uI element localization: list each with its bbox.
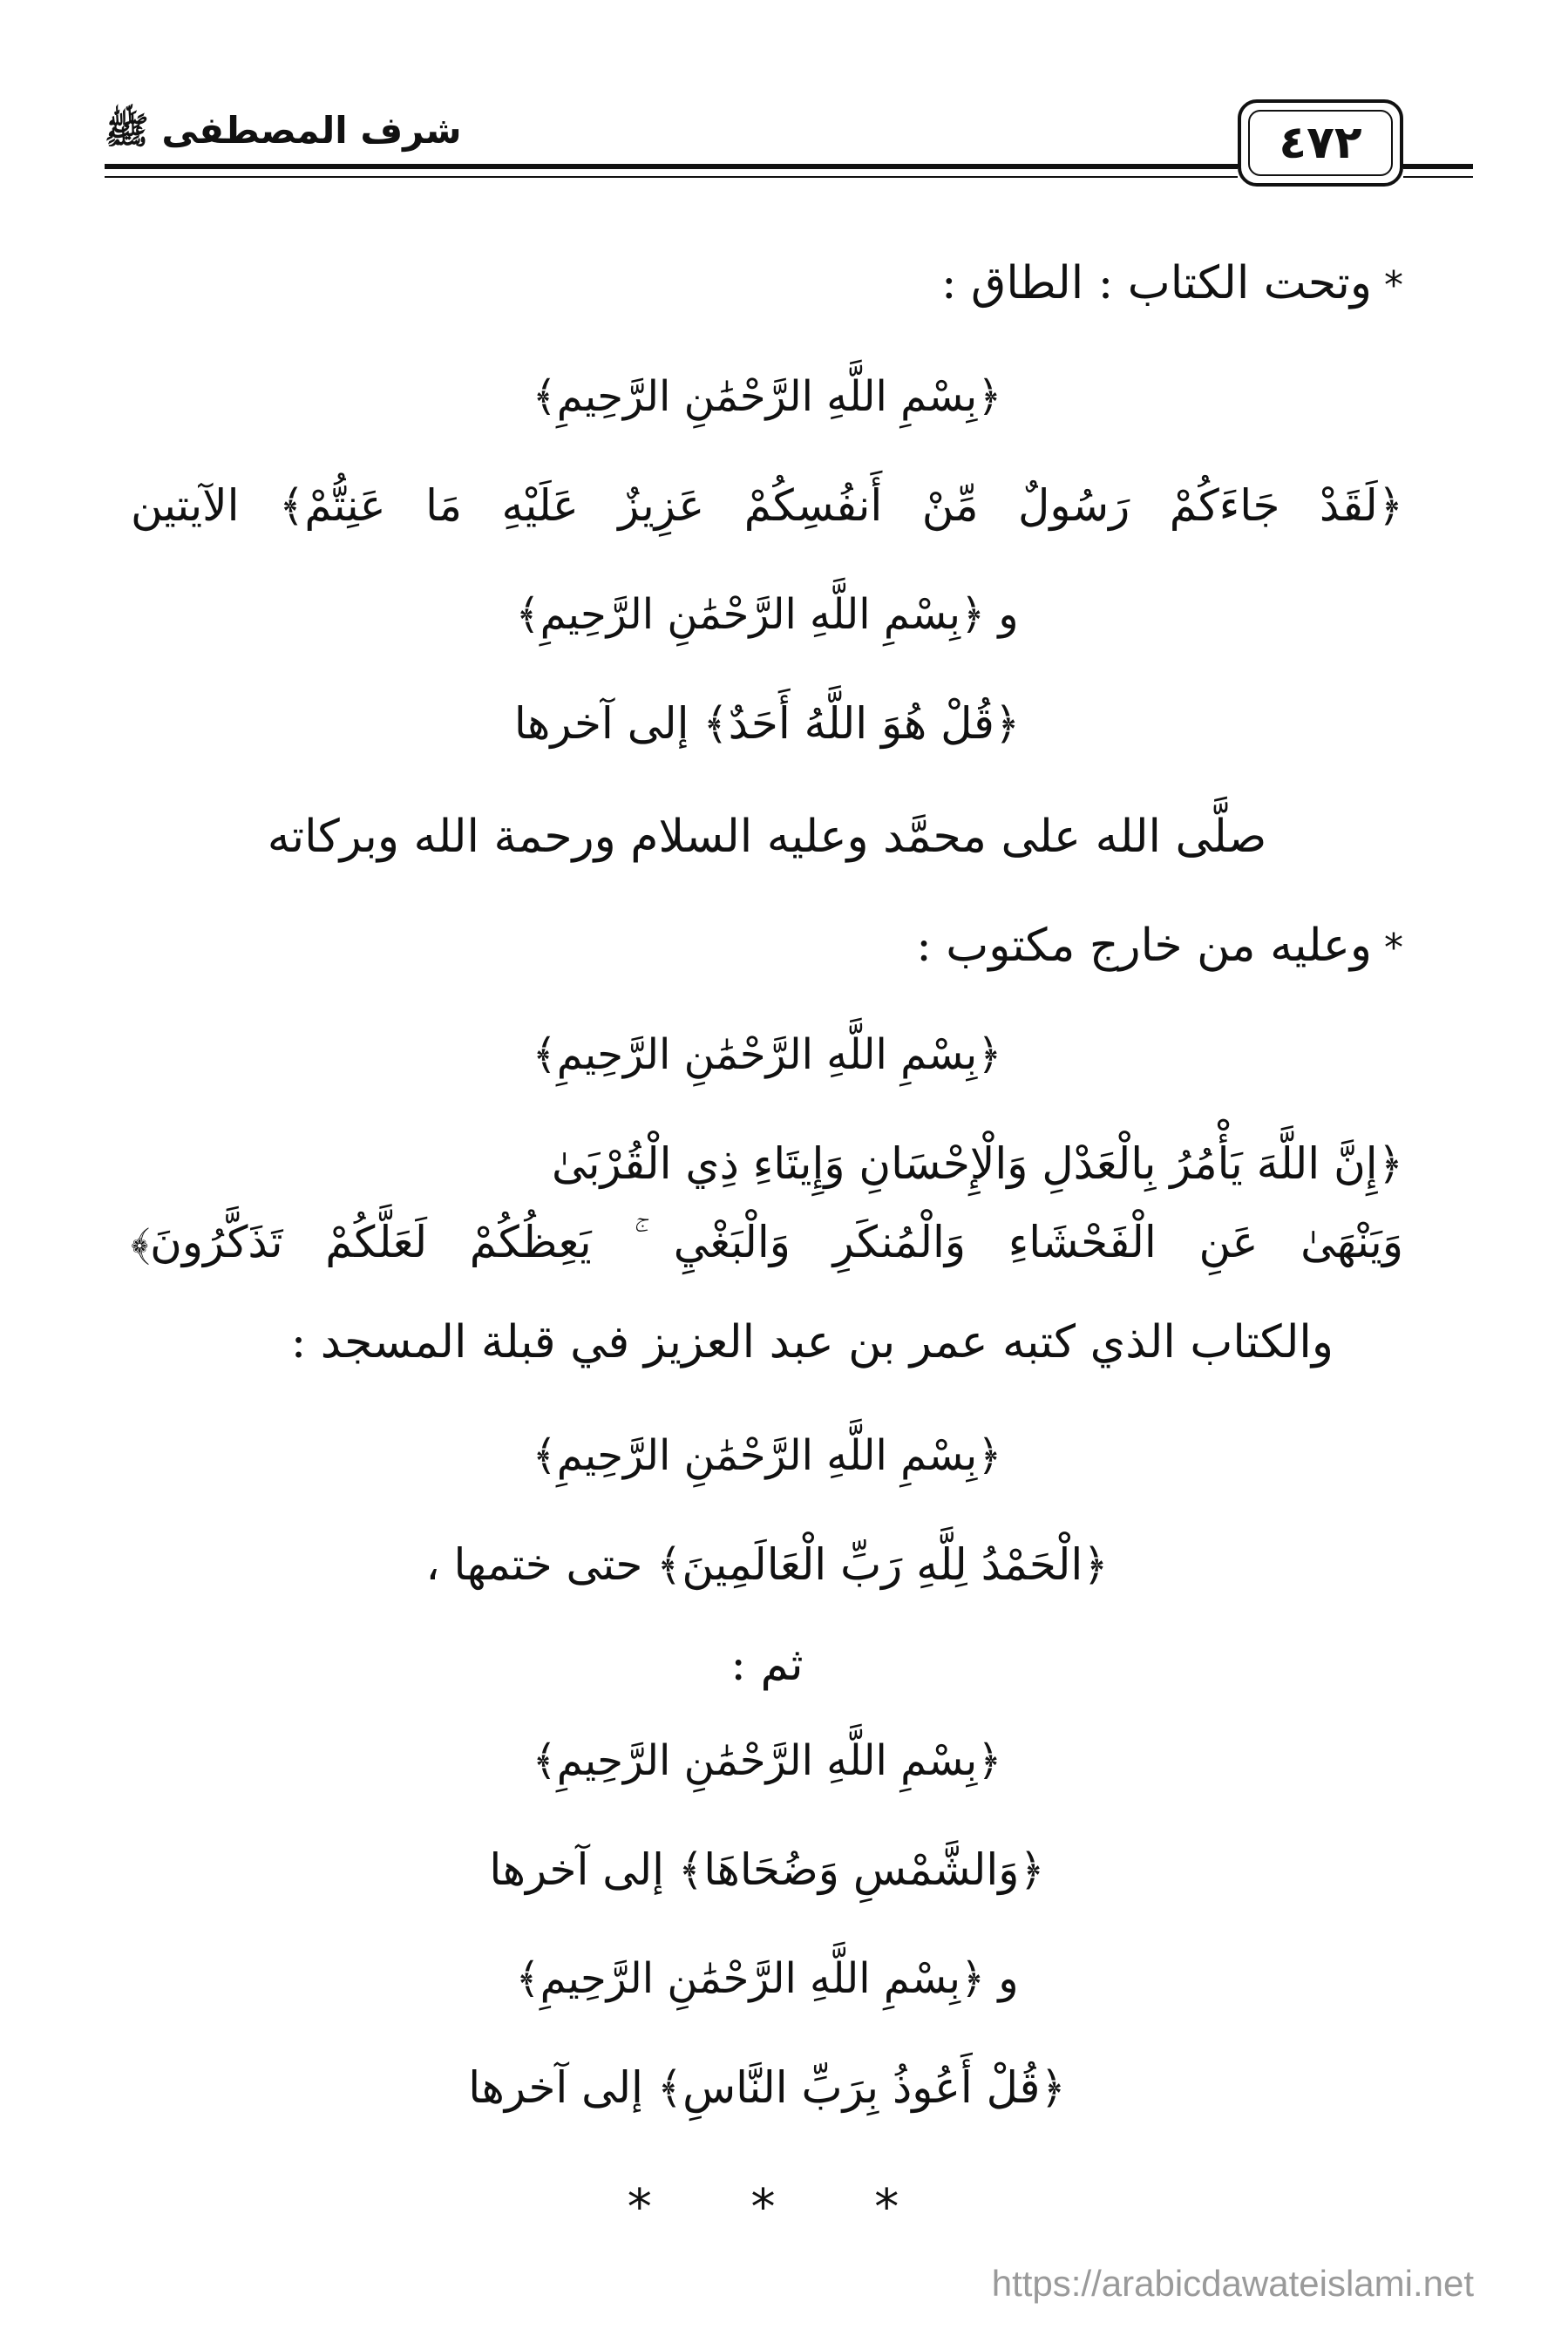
- basmala-line: ﴿بِسْمِ اللَّهِ الرَّحْمَٰنِ الرَّحِيمِ﴾: [532, 1030, 1002, 1079]
- header-rule-thick: [105, 164, 1238, 169]
- header-rule-thin: [105, 176, 1238, 178]
- page-number: ٤٧٢: [1279, 117, 1362, 169]
- then-label: ثم :: [730, 1639, 804, 1691]
- quran-verse-line: ﴿الْحَمْدُ لِلَّهِ رَبِّ الْعَالَمِينَ﴾ حتى ختمها ،: [425, 1539, 1109, 1590]
- section-end-stars: * * *: [627, 2179, 941, 2236]
- section-heading-taq: [131, 253, 1403, 316]
- section-heading-outside: [131, 915, 1403, 979]
- basmala-line: ﴿بِسْمِ اللَّهِ الرَّحْمَٰنِ الرَّحِيمِ﴾: [532, 372, 1002, 421]
- basmala-line: و ﴿بِسْمِ اللَّهِ الرَّحْمَٰنِ الرَّحِيمِ﴾: [515, 1954, 1019, 2003]
- quran-verse-line: ﴿قُلْ هُوَ اللَّهُ أَحَدٌ﴾ إلى آخرها: [513, 698, 1021, 749]
- quran-verse-line: ﴿إِنَّ اللَّهَ يَأْمُرُ بِالْعَدْلِ وَالْإِحْسَانِ وَإِيتَاءِ ذِي الْقُرْبَىٰ: [551, 1138, 1403, 1189]
- section-heading-qibla: والكتاب الذي كتبه عمر بن عبد العزيز في قبلة المسجد :: [290, 1316, 1334, 1368]
- asterisk-icon: *: [1384, 926, 1403, 970]
- basmala-line: ﴿بِسْمِ اللَّهِ الرَّحْمَٰنِ الرَّحِيمِ﴾: [532, 1736, 1002, 1785]
- page-header: [105, 96, 1464, 192]
- watermark-url: https://arabicdawateislami.net: [991, 2263, 1474, 2304]
- quran-verse-line: وَيَنْهَىٰ عَنِ الْفَحْشَاءِ وَالْمُنكَرِ وَالْبَغْيِ ۚ يَعِظُكُمْ لَعَلَّكُمْ تَذَكَّرُونَ﴾: [131, 1217, 1403, 1267]
- header-rule-right-thick: [1403, 164, 1473, 169]
- quran-verse-line: ﴿وَالشَّمْسِ وَضُحَاهَا﴾ إلى آخرها: [489, 1844, 1045, 1895]
- salutation-line: صلَّى الله على محمَّد وعليه السلام ورحمة الله وبركاته: [267, 811, 1267, 863]
- section-heading-text: وتحت الكتاب : الطاق :: [941, 257, 1372, 309]
- quran-verse-line: ﴿لَقَدْ جَاءَكُمْ رَسُولٌ مِّنْ أَنفُسِكُمْ عَزِيزٌ عَلَيْهِ مَا عَنِتُّمْ﴾ الآيتين: [131, 480, 1403, 531]
- quran-verse-line: ﴿قُلْ أَعُوذُ بِرَبِّ النَّاسِ﴾ إلى آخرها: [468, 2062, 1066, 2113]
- section-heading-text: وعليه من خارج مكتوب :: [916, 920, 1372, 972]
- basmala-line: و ﴿بِسْمِ اللَّهِ الرَّحْمَٰنِ الرَّحِيمِ﴾: [515, 590, 1019, 639]
- asterisk-icon: *: [1384, 263, 1403, 308]
- book-title: شرف المصطفى ﷺ: [105, 109, 462, 152]
- basmala-line: ﴿بِسْمِ اللَّهِ الرَّحْمَٰنِ الرَّحِيمِ﴾: [532, 1431, 1002, 1480]
- header-rule-right-thin: [1403, 176, 1473, 178]
- page-number-frame: [1238, 99, 1403, 187]
